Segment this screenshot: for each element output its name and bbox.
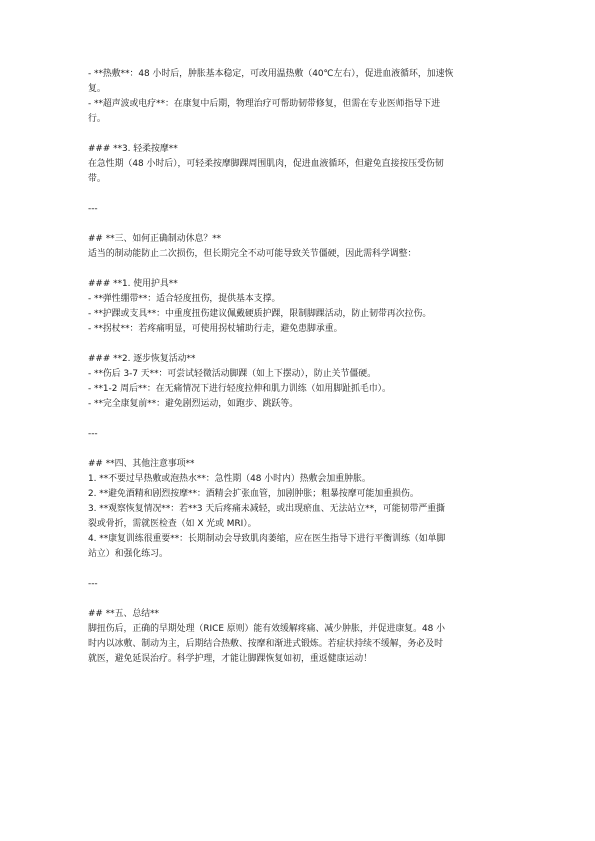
text-line: 适当的制动能防止二次损伤，但长期完全不动可能导致关节僵硬，因此需科学调整： [88, 249, 417, 259]
subsection-heading: ### **2. 逐步恢复活动** [88, 354, 196, 364]
blank-line [88, 187, 518, 202]
text-line: 行。 [88, 114, 106, 124]
list-item: - **护踝或支具**：中重度扭伤建议佩戴硬质护踝，限制脚踝活动，防止韧带再次拉伤。 [88, 309, 432, 319]
section-heading: ## **五、总结** [88, 609, 159, 619]
text-line: 脚扭伤后，正确的早期处理（RICE 原则）能有效缓解疼痛、减少肿胀，并促进康复。48 小 [88, 624, 446, 634]
list-item: - **完全康复前**：避免剧烈运动，如跑步、跳跃等。 [88, 399, 299, 409]
blank-line [88, 592, 518, 607]
numbered-item: 2. **避免酒精和剧烈按摩**：酒精会扩张血管，加剧肿胀；粗暴按摩可能加重损伤。 [88, 489, 419, 499]
blank-line [88, 262, 518, 277]
blank-line [88, 442, 518, 457]
text-line: 裂或骨折，需就医检查（如 X 光或 MRI）。 [88, 519, 257, 529]
blank-line [88, 127, 518, 142]
subsection-heading: ### **1. 使用护具** [88, 279, 178, 289]
horizontal-rule: --- [88, 579, 98, 589]
section-heading: ## **三、如何正确制动休息？** [88, 234, 222, 244]
text-line: 复。 [88, 84, 106, 94]
list-item: - **弹性绷带**：适合轻度扭伤，提供基本支撑。 [88, 294, 281, 304]
blank-line [88, 217, 518, 232]
section-heading: ## **四、其他注意事项** [88, 459, 195, 469]
numbered-item: 3. **观察恢复情况**：若**3 天后疼痛未减轻，或出现瘀血、无法站立**，可能韧带严重撕 [88, 504, 446, 514]
blank-line [88, 412, 518, 427]
numbered-item: 4. **康复训练很重要**：长期制动会导致肌肉萎缩，应在医生指导下进行平衡训练（如单脚 [88, 534, 446, 544]
document-body [88, 67, 518, 667]
blank-line [88, 337, 518, 352]
horizontal-rule: --- [88, 429, 98, 439]
horizontal-rule: --- [88, 204, 98, 214]
blank-line [88, 562, 518, 577]
subsection-heading: ### **3. 轻柔按摩** [88, 144, 178, 154]
text-line: 带。 [88, 174, 106, 184]
list-item: - **伤后 3-7 天**：可尝试轻微活动脚踝（如上下摆动），防止关节僵硬。 [88, 369, 376, 379]
numbered-item: 1. **不要过早热敷或泡热水**：急性期（48 小时内）热敷会加重肿胀。 [88, 474, 371, 484]
text-line: 站立）和强化练习。 [88, 549, 168, 559]
list-item: - **超声波或电疗**：在康复中后期，物理治疗可帮助韧带修复，但需在专业医师指导下进 [88, 99, 441, 109]
list-item: - **热敷**：48 小时后，肿胀基本稳定，可改用温热敷（40℃左右），促进血液循环，加速恢 [88, 69, 454, 79]
text-line: 在急性期（48 小时后），可轻柔按摩脚踝周围肌肉，促进血液循环，但避免直接按压受伤韧 [88, 159, 444, 169]
list-item: - **1-2 周后**：在无痛情况下进行轻度拉伸和肌力训练（如用脚趾抓毛巾）。 [88, 384, 391, 394]
text-line: 时内以冰敷、制动为主，后期结合热敷、按摩和渐进式锻炼。若症状持续不缓解，务必及时 [88, 639, 443, 649]
list-item: - **拐杖**：若疼痛明显，可使用拐杖辅助行走，避免患脚承重。 [88, 324, 343, 334]
text-line: 就医，避免延误治疗。科学护理，才能让脚踝恢复如初，重返健康运动！ [88, 654, 372, 664]
